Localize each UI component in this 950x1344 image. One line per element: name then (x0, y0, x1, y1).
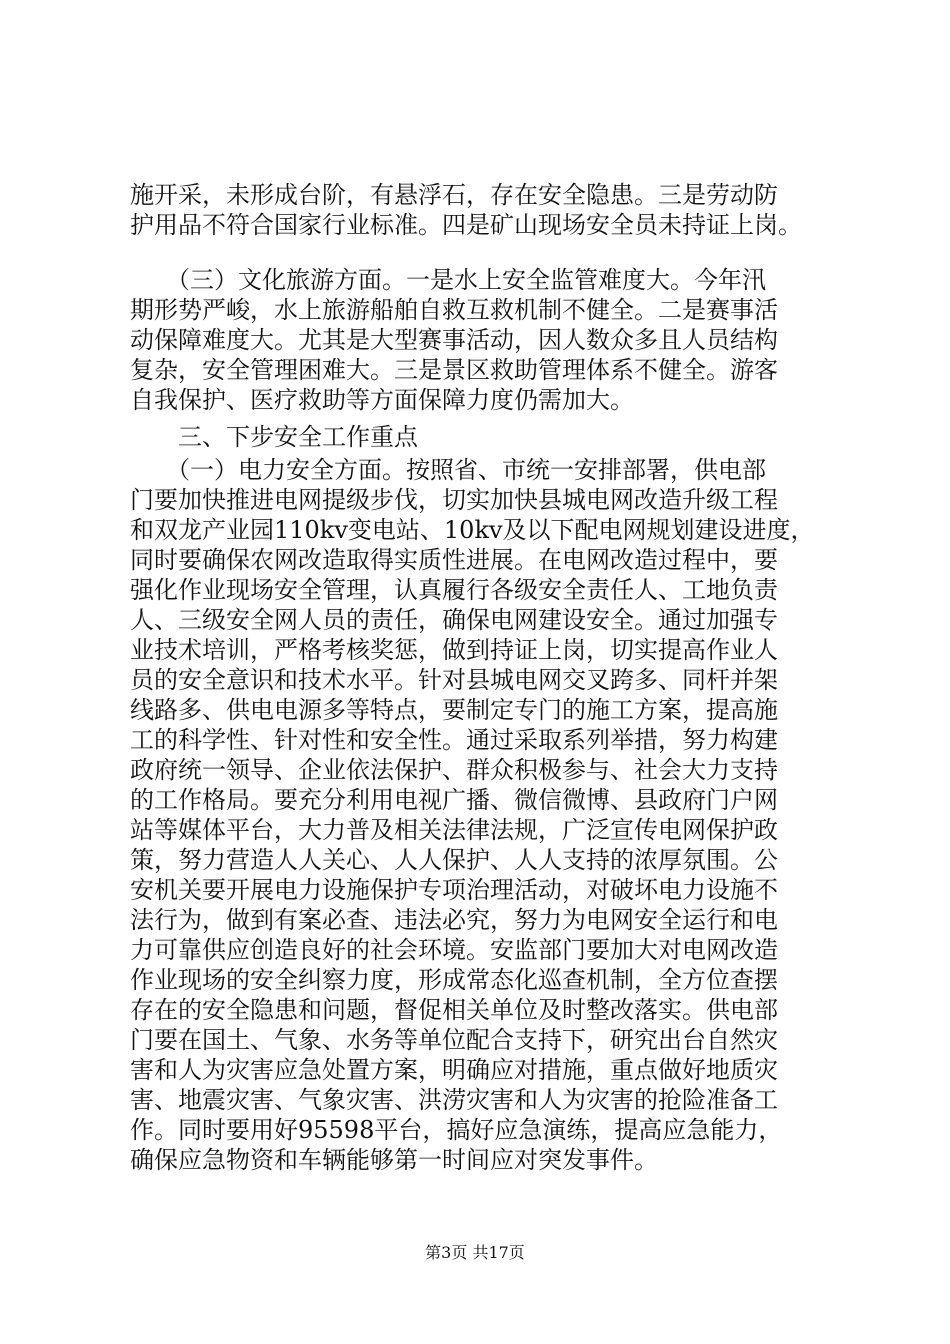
text-line: 作业现场的安全纠察力度，形成常态化巡查机制，全方位查摆 (130, 966, 778, 994)
text-line: （三）文化旅游方面。一是水上安全监管难度大。今年汛 (130, 266, 766, 294)
text-line: 安机关要开展电力设施保护专项治理活动，对破坏电力设施不 (130, 876, 778, 904)
section-heading: 三、下步安全工作重点 (130, 423, 418, 451)
text-line: （一）电力安全方面。按照省、市统一安排部署，供电部 (130, 456, 766, 484)
text-line: 存在的安全隐患和问题，督促相关单位及时整改落实。供电部 (130, 996, 778, 1024)
text-line: 工的科学性、针对性和安全性。通过采取系列举措，努力构建 (130, 726, 778, 754)
text-line: 政府统一领导、企业依法保护、群众积极参与、社会大力支持 (130, 756, 778, 784)
text-line: 强化作业现场安全管理，认真履行各级安全责任人、工地负责 (130, 576, 778, 604)
text-line: 作。同时要用好95598平台，搞好应急演练，提高应急能力， (130, 1116, 783, 1144)
text-line: 的工作格局。要充分利用电视广播、微信微博、县政府门户网 (130, 786, 778, 814)
text-line: 自我保护、医疗救助等方面保障力度仍需加大。 (130, 386, 634, 414)
text-line: 业技术培训，严格考核奖惩，做到持证上岗，切实提高作业人 (130, 636, 778, 664)
text-line: 法行为，做到有案必查、违法必究，努力为电网安全运行和电 (130, 906, 778, 934)
text-line: 施开采，未形成台阶，有悬浮石，存在安全隐患。三是劳动防 (130, 181, 778, 209)
text-line: 门要在国土、气象、水务等单位配合支持下，研究出台自然灾 (130, 1026, 778, 1054)
text-line: 同时要确保农网改造取得实质性进展。在电网改造过程中，要 (130, 546, 778, 574)
text-line: 门要加快推进电网提级步伐，切实加快县城电网改造升级工程 (130, 486, 778, 514)
text-line: 害、地震灾害、气象灾害、洪涝灾害和人为灾害的抢险准备工 (130, 1086, 778, 1114)
text-line: 护用品不符合国家行业标准。四是矿山现场安全员未持证上岗。 (130, 211, 802, 239)
text-line: 和双龙产业园110kv变电站、10kv及以下配电网规划建设进度， (130, 516, 815, 544)
text-line: 员的安全意识和技术水平。针对县城电网交叉跨多、同杆并架 (130, 666, 778, 694)
text-line: 人、三级安全网人员的责任，确保电网建设安全。通过加强专 (130, 606, 778, 634)
text-line: 力可靠供应创造良好的社会环境。安监部门要加大对电网改造 (130, 936, 778, 964)
text-line: 策，努力营造人人关心、人人保护、人人支持的浓厚氛围。公 (130, 846, 778, 874)
text-line: 确保应急物资和车辆能够第一时间应对突发事件。 (130, 1146, 658, 1174)
text-line: 期形势严峻，水上旅游船舶自救互救机制不健全。二是赛事活 (130, 296, 778, 324)
page-number-footer: 第3页 共17页 (425, 1243, 525, 1262)
text-line: 站等媒体平台，大力普及相关法律法规，广泛宣传电网保护政 (130, 816, 778, 844)
text-line: 复杂，安全管理困难大。三是景区救助管理体系不健全。游客 (130, 356, 778, 384)
text-line: 动保障难度大。尤其是大型赛事活动，因人数众多且人员结构 (130, 326, 778, 354)
text-line: 线路多、供电电源多等特点，要制定专门的施工方案，提高施 (130, 696, 778, 724)
text-line: 害和人为灾害应急处置方案，明确应对措施，重点做好地质灾 (130, 1056, 778, 1084)
